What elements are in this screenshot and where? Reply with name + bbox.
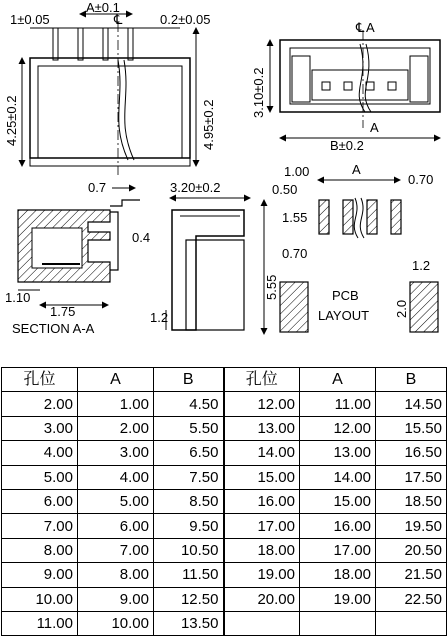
table-cell: 4.00 <box>78 465 154 489</box>
table-cell: 8.00 <box>78 563 154 587</box>
table-cell: 16.50 <box>376 441 447 465</box>
table-cell: 12.50 <box>154 587 224 611</box>
table-row <box>2 489 447 513</box>
table-cell: 22.50 <box>376 587 447 611</box>
table-cell: 12.00 <box>224 392 300 416</box>
pcb-dim-0-50: 0.50 <box>272 182 298 197</box>
pcb-label-line1: PCB <box>332 288 359 303</box>
dim-0-4: 0.4 <box>132 230 151 245</box>
table-row <box>2 416 447 440</box>
dim-1-75: 1.75 <box>50 304 76 319</box>
table-row <box>2 563 447 587</box>
table-cell: 18.00 <box>224 538 300 562</box>
table-cell: 5.00 <box>78 489 154 513</box>
table-row <box>2 587 447 611</box>
table-cell: 3.00 <box>78 441 154 465</box>
header-a-2: A <box>300 368 376 392</box>
dim-height-body: 4.95±0.2 <box>201 99 216 150</box>
table-row <box>2 441 447 465</box>
table-cell: 14.00 <box>224 441 300 465</box>
dim-pin-width: 1±0.05 <box>10 12 50 27</box>
table-row <box>2 538 447 562</box>
pcb-dim-1-55: 1.55 <box>282 210 308 225</box>
pcb-dim-5-55: 5.55 <box>264 274 279 300</box>
table-cell: 17.50 <box>376 465 447 489</box>
header-a: A <box>78 368 154 392</box>
dim-height-total: 4.25±0.2 <box>4 95 19 146</box>
table-header-row <box>2 368 447 392</box>
table-cell: 15.00 <box>300 489 376 513</box>
dim-length: B±0.2 <box>330 138 364 153</box>
side-view <box>150 180 250 330</box>
table-cell: 20.00 <box>224 587 300 611</box>
section-view <box>5 180 150 336</box>
dim-side-1-2: 1.2 <box>150 310 169 325</box>
table-cell: 17.00 <box>300 538 376 562</box>
table-cell: 18.00 <box>300 563 376 587</box>
table-cell: 19.00 <box>300 587 376 611</box>
header-pin-count-2: 孔位 <box>224 368 300 392</box>
table-cell: 9.00 <box>78 587 154 611</box>
table-cell: 20.50 <box>376 538 447 562</box>
table-cell <box>376 611 447 635</box>
dimension-table <box>1 367 447 636</box>
table-cell: 7.50 <box>154 465 224 489</box>
table-cell: 13.00 <box>300 441 376 465</box>
table-cell: 7.00 <box>2 514 78 538</box>
table-row <box>2 392 447 416</box>
table-cell: 4.00 <box>2 441 78 465</box>
dim-pin-offset: 0.2±0.05 <box>160 12 211 27</box>
table-cell: 5.50 <box>154 416 224 440</box>
table-cell <box>224 611 300 635</box>
table-cell: 19.00 <box>224 563 300 587</box>
table-cell: 15.50 <box>376 416 447 440</box>
table-cell: 19.50 <box>376 514 447 538</box>
table-cell: 8.50 <box>154 489 224 513</box>
top-centerline-mark: ℄ <box>356 20 365 35</box>
table-cell: 17.00 <box>224 514 300 538</box>
table-cell: 13.50 <box>154 611 224 635</box>
table-cell: 10.50 <box>154 538 224 562</box>
table-cell: 11.50 <box>154 563 224 587</box>
dim-side-width: 3.20±0.2 <box>170 180 221 195</box>
table-cell: 8.00 <box>2 538 78 562</box>
pcb-dim-0-70: 0.70 <box>282 246 308 261</box>
pcb-dim-1-00: 1.00 <box>284 164 310 179</box>
table-cell: 14.50 <box>376 392 447 416</box>
top-view <box>251 20 440 153</box>
section-label: A <box>370 120 379 135</box>
table-cell: 21.50 <box>376 563 447 587</box>
table-cell: 6.00 <box>78 514 154 538</box>
table-cell: 5.00 <box>2 465 78 489</box>
table-cell: 6.50 <box>154 441 224 465</box>
pcb-dim-1-2: 1.2 <box>412 258 431 273</box>
table-cell: 14.00 <box>300 465 376 489</box>
table-cell: 2.00 <box>78 416 154 440</box>
table-cell: 16.00 <box>224 489 300 513</box>
table-cell: 10.00 <box>2 587 78 611</box>
table-row <box>2 465 447 489</box>
table-row <box>2 514 447 538</box>
pcb-label-line2: LAYOUT <box>318 308 370 323</box>
dim-0-7: 0.7 <box>88 180 107 195</box>
table-cell: 7.00 <box>78 538 154 562</box>
table-cell: 11.00 <box>2 611 78 635</box>
header-b: B <box>154 368 224 392</box>
table-cell: 15.00 <box>224 465 300 489</box>
dim-1-10: 1.10 <box>5 290 31 305</box>
table-cell: 16.00 <box>300 514 376 538</box>
pcb-layout <box>264 162 438 334</box>
table-cell: 2.00 <box>2 392 78 416</box>
dim-depth: 3.10±0.2 <box>251 67 266 118</box>
header-pin-count: 孔位 <box>2 368 78 392</box>
dim-pitch: A±0.1 <box>86 0 120 15</box>
table-cell: 9.00 <box>2 563 78 587</box>
table-cell <box>300 611 376 635</box>
table-cell: 18.50 <box>376 489 447 513</box>
table-row <box>2 611 447 635</box>
table-cell: 4.50 <box>154 392 224 416</box>
table-cell: 1.00 <box>78 392 154 416</box>
table-cell: 6.00 <box>2 489 78 513</box>
section-title: SECTION A-A <box>12 321 95 336</box>
pcb-dim-A: A <box>352 162 361 177</box>
header-b-2: B <box>376 368 447 392</box>
centerline-mark: ℄ <box>114 12 123 27</box>
table-cell: 13.00 <box>224 416 300 440</box>
table-cell: 3.00 <box>2 416 78 440</box>
table-cell: 12.00 <box>300 416 376 440</box>
front-view <box>4 0 216 175</box>
pcb-dim-2-0: 2.0 <box>394 299 409 318</box>
pcb-dim-0-70-right: 0.70 <box>408 172 434 187</box>
table-cell: 11.00 <box>300 392 376 416</box>
table-cell: 9.50 <box>154 514 224 538</box>
top-centerline-suffix: A <box>366 20 375 35</box>
table-cell: 10.00 <box>78 611 154 635</box>
